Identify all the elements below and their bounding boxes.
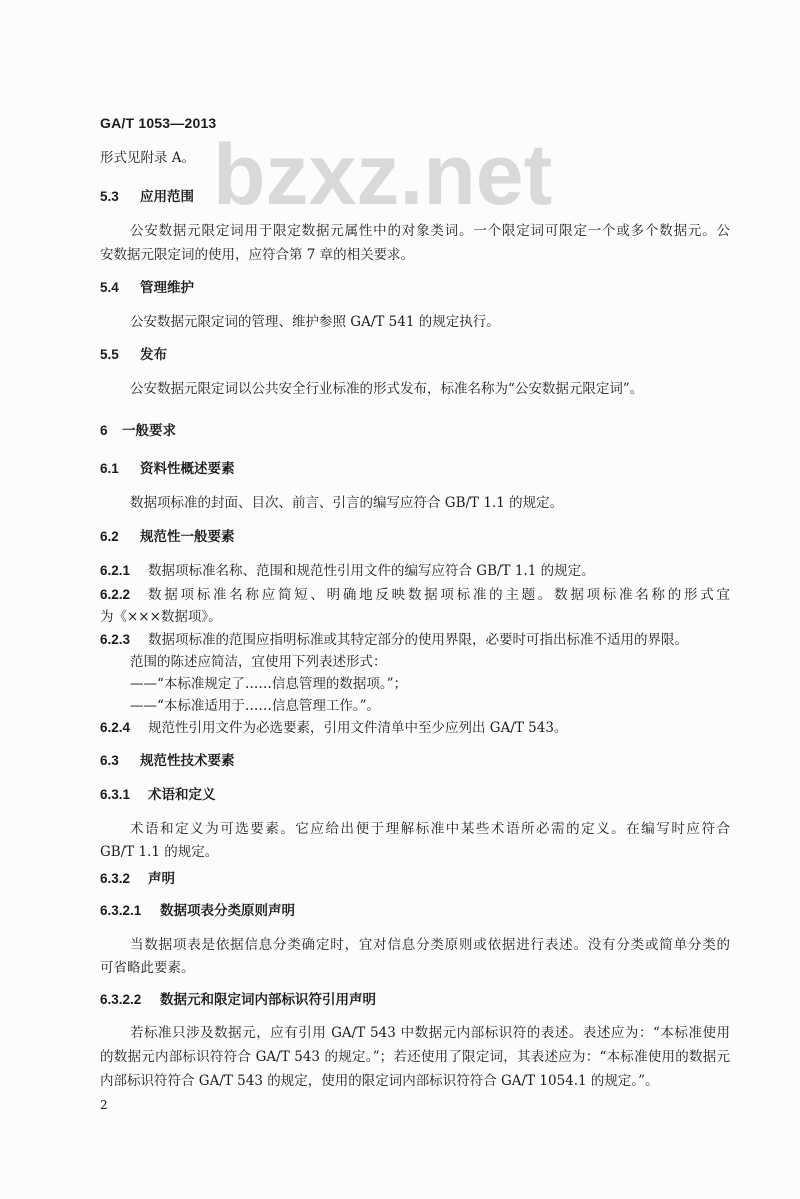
- section-title: 规范性技术要素: [140, 753, 235, 769]
- paragraph-line: 内部标识符符合 GA/T 543 的规定，使用的限定词内部标识符符合 GA/T 1054.1 的规定。”。: [100, 1073, 659, 1089]
- paragraph-line: 数据项标准名称应简短、明确地反映数据项标准的主题。数据项标准名称的形式宜: [148, 587, 730, 603]
- section-number: 5.4: [100, 280, 119, 295]
- clause-number: 6.3.1: [100, 787, 131, 802]
- paragraph-line: 范围的陈述应简洁，宜使用下列表述形式：: [130, 654, 387, 670]
- section-number: 6.3: [100, 753, 119, 768]
- section-number: 6.1: [100, 461, 119, 476]
- annex-reference-line: 形式见附录 A。: [100, 150, 196, 166]
- paragraph-line: 的数据元内部标识符符合 GA/T 543 的规定。”；若还使用了限定词，其表述应为：“本标准使用的数据元: [100, 1049, 730, 1065]
- section-number: 6: [100, 423, 108, 438]
- paragraph-line: 为《×××数据项》。: [100, 609, 222, 625]
- paragraph-line: 数据项标准的范围应指明标准或其特定部分的使用界限，必要时可指出标准不适用的界限。: [148, 632, 688, 648]
- paragraph-line: 数据项标准名称、范围和规范性引用文件的编写应符合 GB/T 1.1 的规定。: [148, 563, 595, 579]
- clause-number: 6.2.1: [100, 563, 131, 578]
- clause-title: 数据项表分类原则声明: [160, 903, 295, 919]
- clause-number: 6.2.2: [100, 587, 131, 602]
- clause-number: 6.2.4: [100, 720, 131, 735]
- clause-number: 6.3.2.2: [100, 992, 142, 1007]
- list-item: ——“本标准适用于……信息管理工作。”。: [130, 698, 381, 714]
- paragraph-line: 术语和定义为可选要素。它应给出便于理解标准中某些术语所必需的定义。在编写时应符合: [130, 821, 730, 837]
- paragraph-line: GB/T 1.1 的规定。: [100, 844, 219, 860]
- section-number: 5.5: [100, 347, 119, 362]
- clause-number: 6.3.2: [100, 871, 131, 886]
- section-title: 发布: [140, 347, 167, 363]
- section-number: 5.3: [100, 189, 119, 204]
- paragraph-line: 数据项标准的封面、目次、前言、引言的编写应符合 GB/T 1.1 的规定。: [130, 495, 564, 511]
- paragraph-line: 当数据项表是依据信息分类确定时，宜对信息分类原则或依据进行表述。没有分类或简单分类的: [130, 937, 730, 953]
- section-title: 应用范围: [140, 189, 194, 205]
- page-number: 2: [100, 1098, 108, 1112]
- section-title: 管理维护: [140, 280, 194, 296]
- section-title: 规范性一般要素: [140, 529, 235, 545]
- paragraph-line: 规范性引用文件为必选要素，引用文件清单中至少应列出 GA/T 543。: [148, 720, 568, 736]
- paragraph-line: 公安数据元限定词用于限定数据元属性中的对象类词。一个限定词可限定一个或多个数据元。公: [130, 223, 730, 239]
- paragraph-line: 可省略此要素。: [100, 960, 195, 976]
- standard-code-header: GA/T 1053—2013: [100, 115, 217, 131]
- section-title: 资料性概述要素: [140, 461, 235, 477]
- clause-title: 术语和定义: [148, 787, 216, 803]
- clause-title: 数据元和限定词内部标识符引用声明: [160, 992, 376, 1008]
- paragraph-line: 公安数据元限定词的管理、维护参照 GA/T 541 的规定执行。: [130, 314, 500, 330]
- paragraph-line: 若标准只涉及数据元，应有引用 GA/T 543 中数据元内部标识符的表述。表述应为：“本标准使用: [130, 1025, 730, 1041]
- list-item: ——“本标准规定了……信息管理的数据项。”；: [130, 676, 408, 692]
- section-title: 一般要求: [122, 423, 176, 439]
- paragraph-line: 安数据元限定词的使用，应符合第 7 章的相关要求。: [100, 247, 415, 263]
- paragraph-line: 公安数据元限定词以公共安全行业标准的形式发布，标准名称为“公安数据元限定词”。: [130, 381, 644, 397]
- watermark: bzxz.net: [213, 127, 553, 223]
- clause-number: 6.2.3: [100, 632, 131, 647]
- clause-title: 声明: [148, 871, 175, 887]
- section-number: 6.2: [100, 529, 119, 544]
- clause-number: 6.3.2.1: [100, 903, 142, 918]
